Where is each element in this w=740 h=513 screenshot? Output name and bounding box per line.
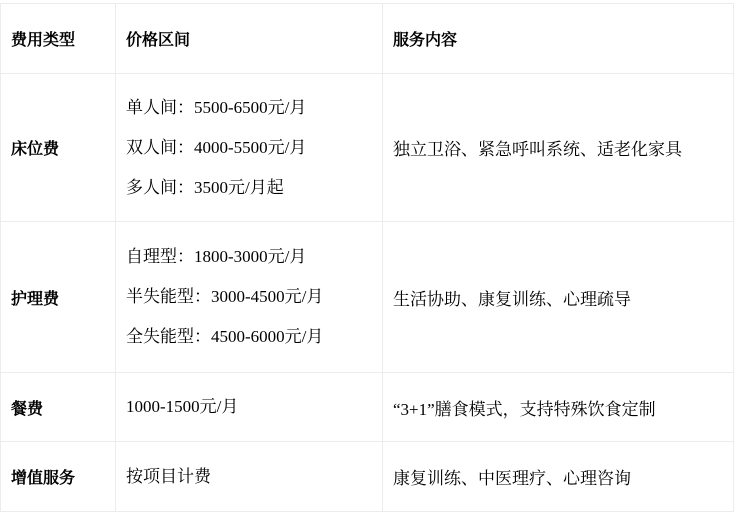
table-row — [1, 373, 734, 442]
price-line: 半失能型：3000-4500元/月 — [126, 287, 324, 306]
fee-type-cell: 增值服务 — [1, 442, 116, 512]
fee-type-cell: 餐费 — [1, 373, 116, 442]
table-header-row — [1, 4, 734, 74]
price-line: 自理型：1800-3000元/月 — [126, 247, 307, 266]
column-header-price-range: 价格区间 — [116, 4, 383, 74]
price-line: 全失能型：4500-6000元/月 — [126, 327, 324, 346]
price-cell — [116, 74, 383, 222]
price-cell — [116, 442, 383, 512]
price-line: 按项目计费 — [126, 466, 211, 486]
pricing-table — [0, 3, 734, 512]
service-cell: 康复训练、中医理疗、心理咨询 — [383, 442, 734, 512]
table-row — [1, 74, 734, 222]
column-header-fee-type: 费用类型 — [1, 4, 116, 74]
fee-type-cell: 护理费 — [1, 222, 116, 373]
price-line: 1000-1500元/月 — [126, 397, 239, 416]
table-row — [1, 442, 734, 512]
service-cell: 独立卫浴、紧急呼叫系统、适老化家具 — [383, 74, 734, 222]
service-cell: “3+1”膳食模式，支持特殊饮食定制 — [383, 373, 734, 442]
price-cell — [116, 222, 383, 373]
service-cell: 生活协助、康复训练、心理疏导 — [383, 222, 734, 373]
table-row — [1, 222, 734, 373]
fee-type-cell: 床位费 — [1, 74, 116, 222]
price-line: 单人间：5500-6500元/月 — [126, 97, 307, 117]
price-line: 双人间：4000-5500元/月 — [126, 137, 307, 157]
price-line: 多人间：3500元/月起 — [126, 177, 284, 197]
column-header-service-content: 服务内容 — [383, 4, 734, 74]
price-cell — [116, 373, 383, 442]
